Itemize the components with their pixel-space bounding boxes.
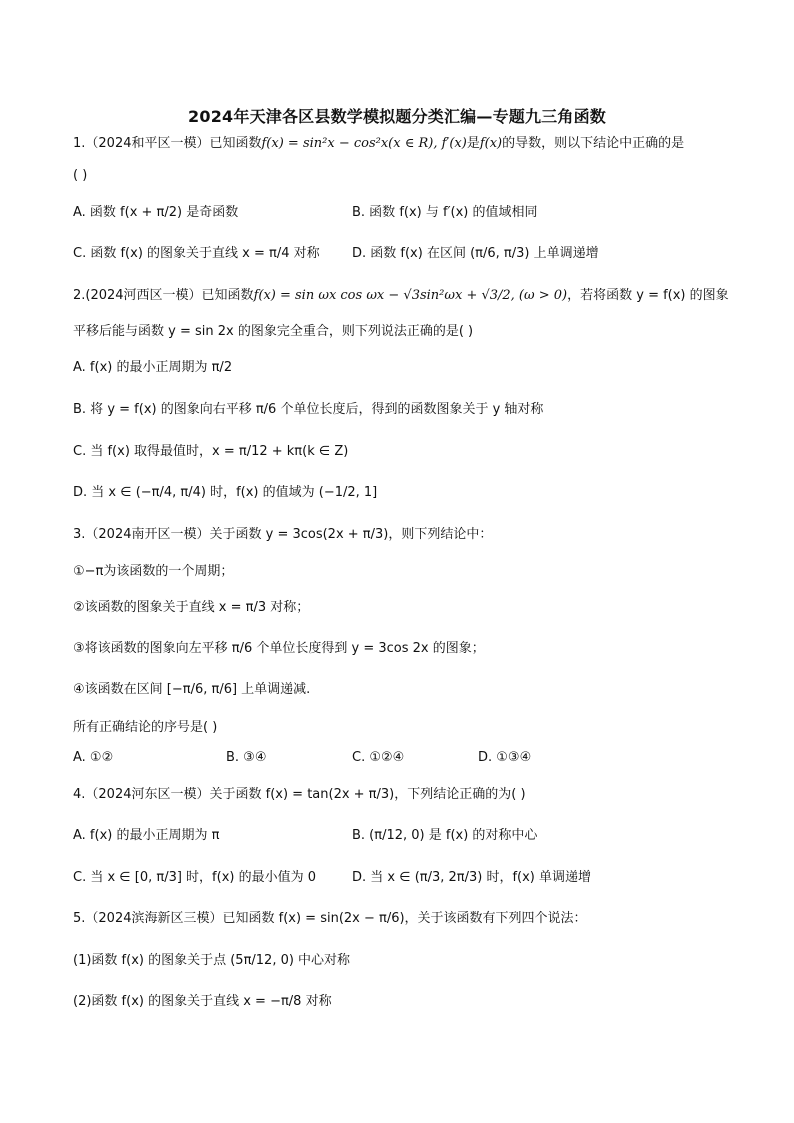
q2-option-a: A. f(x) 的最小正周期为 π/2: [73, 360, 233, 375]
question-1-stem: [73, 134, 728, 154]
q3-option-c: C. ①②④: [352, 750, 405, 765]
q4-option-a: A. f(x) 的最小正周期为 π: [73, 828, 220, 843]
q3-statement-2: ②该函数的图象关于直线 x = π/3 对称；: [73, 600, 310, 615]
q1-stem-c: 的导数，则以下结论中正确的是: [502, 136, 685, 151]
q3-option-d: D. ①③④: [478, 750, 532, 765]
q1-option-b: B. 函数 f(x) 与 f′(x) 的值域相同: [352, 205, 538, 220]
question-2-stem: [73, 286, 728, 306]
q2-option-b: B. 将 y = f(x) 的图象向右平移 π/6 个单位长度后，得到的函数图象关于 y 轴对称: [73, 402, 544, 417]
q1-stem-b: 是: [466, 136, 480, 151]
q4-option-d: D. 当 x ∈ (π/3, 2π/3) 时，f(x) 单调递增: [352, 870, 592, 885]
q2-stem-line2: 平移后能与函数 y = sin 2x 的图象完全重合，则下列说法正确的是( ): [73, 324, 474, 339]
q3-statement-4: ④该函数在区间 [−π/6, π/6] 上单调递减.: [73, 682, 311, 697]
q1-fx: f(x): [479, 136, 503, 151]
q3-statement-1: ①−π为该函数的一个周期；: [73, 564, 234, 579]
q4-option-c: C. 当 x ∈ [0, π/3] 时，f(x) 的最小值为 0: [73, 870, 316, 885]
q1-option-d: D. 函数 f(x) 在区间 (π/6, π/3) 上单调递增: [352, 246, 599, 261]
question-3-stem: 3.（2024南开区一模）关于函数 y = 3cos(2x + π/3)，则下列结论中：: [73, 527, 493, 542]
q2-option-d: D. 当 x ∈ (−π/4, π/4) 时，f(x) 的值域为 (−1/2, 1]: [73, 485, 378, 500]
question-4-stem: 4.（2024河东区一模）关于函数 f(x) = tan(2x + π/3)，下列结论正确的为( ): [73, 787, 526, 802]
q1-option-c: C. 函数 f(x) 的图象关于直线 x = π/4 对称: [73, 246, 320, 261]
q3-ask: 所有正确结论的序号是( ): [73, 720, 218, 735]
q2-option-c: C. 当 f(x) 取得最值时，x = π/12 + kπ(k ∈ Z): [73, 444, 349, 459]
page-title: 2024年天津各区县数学模拟题分类汇编—专题九三角函数: [188, 107, 606, 126]
q1-option-a: A. 函数 f(x + π/2) 是奇函数: [73, 205, 239, 220]
q2-stem-a: 2.(2024河西区一模）已知函数: [73, 288, 254, 303]
q3-option-b: B. ③④: [226, 750, 267, 765]
q1-formula: f(x) = sin²x − cos²x(x ∈ R), f′(x): [261, 136, 467, 151]
q5-statement-2: (2)函数 f(x) 的图象关于直线 x = −π/8 对称: [73, 994, 332, 1009]
q5-statement-1: (1)函数 f(x) 的图象关于点 (5π/12, 0) 中心对称: [73, 953, 351, 968]
q1-stem-a: 1.（2024和平区一模）已知函数: [73, 136, 262, 151]
q3-statement-3: ③将该函数的图象向左平移 π/6 个单位长度得到 y = 3cos 2x 的图象；: [73, 641, 485, 656]
q1-paren: ( ): [73, 168, 88, 183]
q4-option-b: B. (π/12, 0) 是 f(x) 的对称中心: [352, 828, 538, 843]
q2-formula: f(x) = sin ωx cos ωx − √3sin²ωx + √3/2, (ω > 0): [253, 288, 568, 303]
q2-stem-b: ，若将函数 y = f(x) 的图象: [567, 288, 729, 303]
q3-option-a: A. ①②: [73, 750, 114, 765]
question-5-stem: 5.（2024滨海新区三模）已知函数 f(x) = sin(2x − π/6)，关于该函数有下列四个说法：: [73, 911, 587, 926]
